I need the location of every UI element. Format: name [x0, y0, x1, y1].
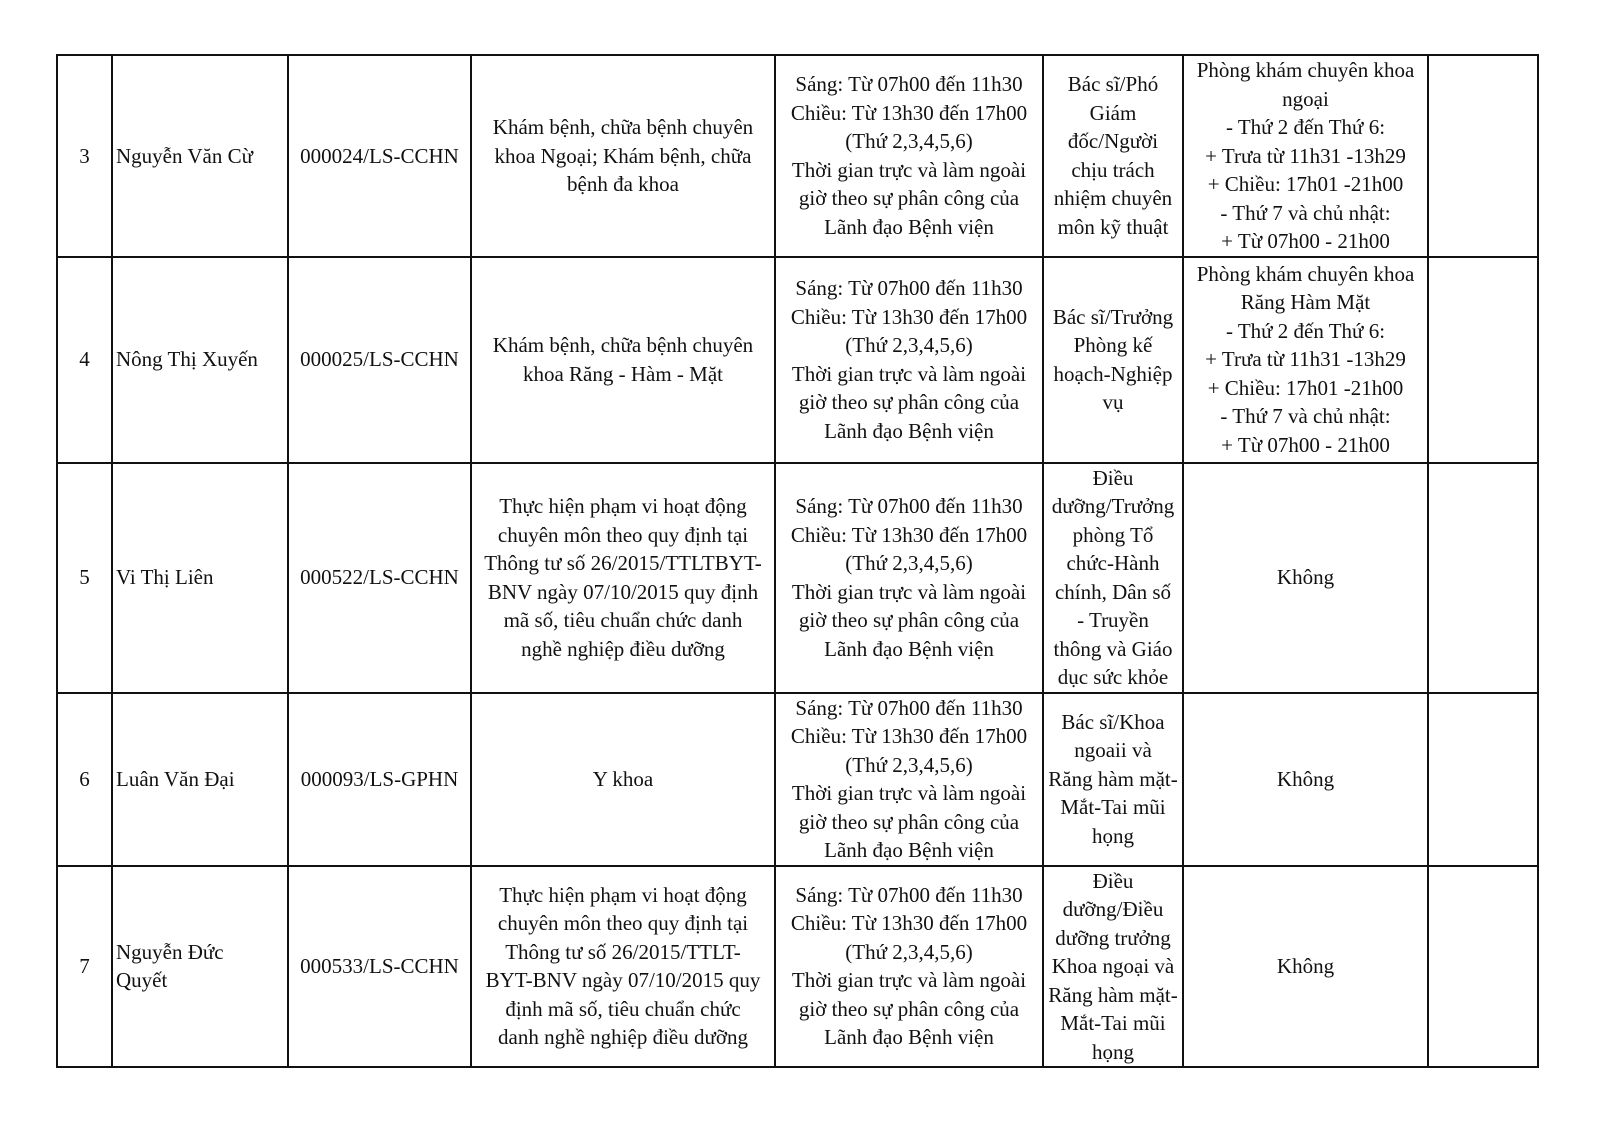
staff-name: Nông Thị Xuyến — [112, 257, 288, 463]
extra-hours: Phòng khám chuyên khoa Răng Hàm Mặt - Thứ 2 đến Thứ 6: + Trưa từ 11h31 -13h29 + Chiều: 17h01 -21h00 - Thứ 7 và chủ nhật: + Từ 07h00 - 21h00 — [1183, 257, 1428, 463]
practice-scope: Y khoa — [471, 693, 775, 866]
staff-name: Nguyễn Văn Cừ — [112, 55, 288, 257]
note-cell — [1428, 55, 1538, 257]
extra-hours: Phòng khám chuyên khoa ngoại - Thứ 2 đến Thứ 6: + Trưa từ 11h31 -13h29 + Chiều: 17h01 -21h00 - Thứ 7 và chủ nhật: + Từ 07h00 - 21h00 — [1183, 55, 1428, 257]
table-row — [57, 866, 1538, 1068]
working-hours: Sáng: Từ 07h00 đến 11h30 Chiều: Từ 13h30 đến 17h00 (Thứ 2,3,4,5,6) Thời gian trực và làm ngoài giờ theo sự phân công của Lãnh đạo Bệnh viện — [775, 55, 1043, 257]
license-number: 000025/LS-CCHN — [288, 257, 471, 463]
job-position: Bác sĩ/Trưởng Phòng kế hoạch-Nghiệp vụ — [1043, 257, 1183, 463]
license-number: 000522/LS-CCHN — [288, 463, 471, 693]
row-number: 6 — [57, 693, 112, 866]
license-number: 000024/LS-CCHN — [288, 55, 471, 257]
job-position: Điều dưỡng/Điều dưỡng trưởng Khoa ngoại và Răng hàm mặt- Mắt-Tai mũi họng — [1043, 866, 1183, 1068]
working-hours: Sáng: Từ 07h00 đến 11h30 Chiều: Từ 13h30 đến 17h00 (Thứ 2,3,4,5,6) Thời gian trực và làm ngoài giờ theo sự phân công của Lãnh đạo Bệnh viện — [775, 866, 1043, 1068]
job-position: Điều dưỡng/Trưởng phòng Tổ chức-Hành chính, Dân số - Truyền thông và Giáo dục sức khỏe — [1043, 463, 1183, 693]
practice-scope: Khám bệnh, chữa bệnh chuyên khoa Ngoại; Khám bệnh, chữa bệnh đa khoa — [471, 55, 775, 257]
extra-hours: Không — [1183, 693, 1428, 866]
staff-name: Nguyễn Đức Quyết — [112, 866, 288, 1068]
note-cell — [1428, 463, 1538, 693]
row-number: 4 — [57, 257, 112, 463]
license-number: 000533/LS-CCHN — [288, 866, 471, 1068]
staff-table — [56, 54, 1539, 1068]
job-position: Bác sĩ/Khoa ngoaii và Răng hàm mặt- Mắt-Tai mũi họng — [1043, 693, 1183, 866]
row-number: 7 — [57, 866, 112, 1068]
license-number: 000093/LS-GPHN — [288, 693, 471, 866]
table-row — [57, 693, 1538, 866]
extra-hours: Không — [1183, 463, 1428, 693]
row-number: 3 — [57, 55, 112, 257]
practice-scope: Thực hiện phạm vi hoạt động chuyên môn theo quy định tại Thông tư số 26/2015/TTLT- BYT-BNV ngày 07/10/2015 quy định mã số, tiêu chuẩn chức danh nghề nghiệp điều dưỡng — [471, 866, 775, 1068]
working-hours: Sáng: Từ 07h00 đến 11h30 Chiều: Từ 13h30 đến 17h00 (Thứ 2,3,4,5,6) Thời gian trực và làm ngoài giờ theo sự phân công của Lãnh đạo Bệnh viện — [775, 693, 1043, 866]
table-row — [57, 257, 1538, 463]
note-cell — [1428, 866, 1538, 1068]
table-row — [57, 463, 1538, 693]
staff-name: Luân Văn Đại — [112, 693, 288, 866]
note-cell — [1428, 693, 1538, 866]
staff-name: Vi Thị Liên — [112, 463, 288, 693]
note-cell — [1428, 257, 1538, 463]
table-row — [57, 55, 1538, 257]
practice-scope: Thực hiện phạm vi hoạt động chuyên môn theo quy định tại Thông tư số 26/2015/TTLTBYT- BNV ngày 07/10/2015 quy định mã số, tiêu chuẩn chức danh nghề nghiệp điều dưỡng — [471, 463, 775, 693]
row-number: 5 — [57, 463, 112, 693]
job-position: Bác sĩ/Phó Giám đốc/Người chịu trách nhiệm chuyên môn kỹ thuật — [1043, 55, 1183, 257]
extra-hours: Không — [1183, 866, 1428, 1068]
practice-scope: Khám bệnh, chữa bệnh chuyên khoa Răng - Hàm - Mặt — [471, 257, 775, 463]
working-hours: Sáng: Từ 07h00 đến 11h30 Chiều: Từ 13h30 đến 17h00 (Thứ 2,3,4,5,6) Thời gian trực và làm ngoài giờ theo sự phân công của Lãnh đạo Bệnh viện — [775, 463, 1043, 693]
working-hours: Sáng: Từ 07h00 đến 11h30 Chiều: Từ 13h30 đến 17h00 (Thứ 2,3,4,5,6) Thời gian trực và làm ngoài giờ theo sự phân công của Lãnh đạo Bệnh viện — [775, 257, 1043, 463]
